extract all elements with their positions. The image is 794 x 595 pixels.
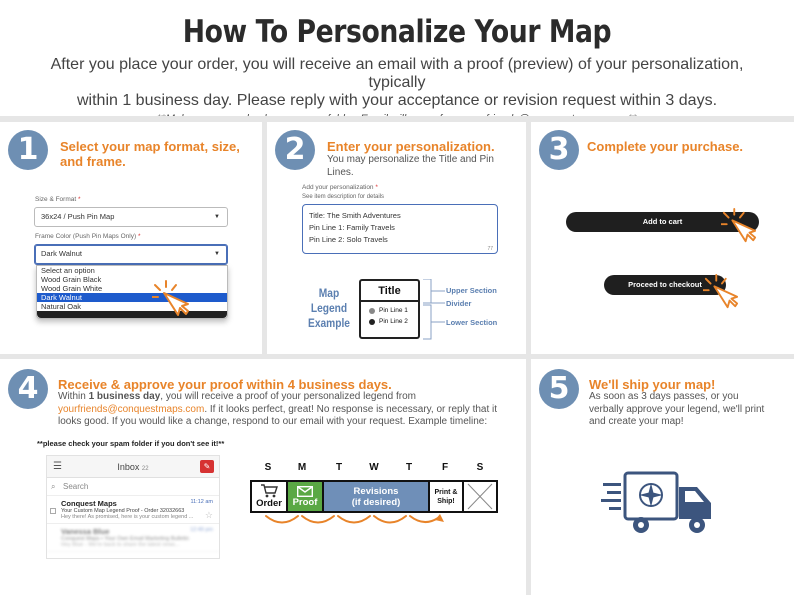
dropdown-option[interactable]: Natural Oak [41, 302, 82, 311]
dropdown-option[interactable]: Select an option [41, 266, 95, 275]
body-text: . If it looks perfect, great! No response is necessary, or reply that it [204, 403, 498, 415]
legend-bracket-lines [421, 279, 447, 341]
required-mark: * [137, 233, 141, 240]
gray-pin-icon [369, 308, 375, 314]
divider-label: Divider [446, 299, 472, 308]
calendar-revisions-label: Revisions [353, 485, 399, 497]
personalization-label-text: Add your personalization [302, 184, 374, 191]
personalization-label [302, 184, 378, 191]
page-title: How To Personalize Your Map [182, 14, 612, 50]
page-header [0, 0, 794, 118]
day-label: T [335, 462, 343, 473]
email-sender: Conquest Maps [61, 499, 117, 508]
step-4-body-line-3: looks good. If you would like a change, respond to our email with your request. Example timeline: [58, 416, 488, 427]
search-placeholder: Search [63, 482, 89, 491]
menu-icon[interactable]: ☰ [53, 461, 62, 472]
email-preview: Hey Blue - We're back to share the latest news... [61, 542, 180, 548]
star-icon[interactable]: ☆ [204, 510, 213, 520]
step-1-title-line-2: and frame. [60, 154, 126, 169]
search-icon: ⌕ [51, 482, 56, 491]
crossed-out-icon [466, 482, 494, 511]
personalization-line: Pin Line 1: Family Travels [309, 223, 395, 232]
intro-line-1: After you place your order, you will receive an email with a proof (preview) of your personalization, typically [50, 56, 744, 91]
size-format-label [35, 196, 81, 203]
step-4-body [58, 391, 523, 429]
step-5-body-line-1: As soon as 3 days passes, or you [589, 391, 739, 402]
step-4-number: 4 [8, 369, 48, 409]
step-2-subtitle: You may personalize the Title and Pin Lines. [327, 154, 494, 178]
email-time: 12:49 pm [190, 527, 213, 533]
black-pin-icon [369, 319, 375, 325]
search-bar[interactable] [47, 478, 219, 496]
step-1-title-line-1: Select your map format, size, [60, 139, 240, 154]
legend-label-line-2: Legend [310, 301, 348, 315]
step-5-body-line-2: verbally approve your legend, we'll print [589, 403, 765, 415]
step-5-body-line-3: and create your map! [589, 416, 684, 427]
legend-row [361, 318, 418, 325]
intro-text [0, 56, 794, 110]
frame-color-label-text: Frame Color (Push Pin Maps Only) [35, 233, 137, 240]
day-label: W [369, 462, 379, 473]
compose-icon[interactable]: ✎ [200, 460, 214, 473]
add-to-cart-button[interactable]: Add to cart [566, 212, 759, 232]
timeline-arc-arrows [262, 513, 448, 531]
calendar-revisions-sublabel: (if desired) [351, 496, 401, 508]
calendar-cell-proof [288, 482, 324, 511]
step-1-title [60, 139, 255, 169]
calendar-cell-empty [464, 482, 496, 511]
chevron-down-icon: ▼ [214, 214, 220, 220]
legend-divider [361, 300, 418, 302]
personalization-textarea[interactable] [302, 204, 498, 254]
calendar-cell-ship [430, 482, 464, 511]
legend-pin-line-1: Pin Line 1 [379, 307, 408, 314]
step-5-panel [531, 359, 794, 595]
email-inbox-mockup [46, 455, 220, 559]
calendar-proof-label: Proof [292, 496, 318, 508]
envelope-icon [297, 486, 313, 497]
day-label: S [476, 462, 484, 473]
step-2-panel [267, 122, 526, 354]
day-label: S [264, 462, 272, 473]
day-label: T [405, 462, 413, 473]
body-bold: 1 business day [88, 391, 161, 402]
inbox-count: 22 [141, 466, 149, 472]
map-legend-example-label [307, 286, 351, 331]
frame-color-dropdown [36, 265, 228, 319]
proceed-to-checkout-button[interactable]: Proceed to checkout [604, 275, 726, 295]
size-format-select[interactable] [34, 207, 228, 227]
calendar-cell-order [252, 482, 288, 511]
size-format-label-text: Size & Format [35, 196, 77, 203]
char-count: 77 [487, 246, 493, 252]
upper-section-label: Upper Section [446, 286, 497, 295]
dropdown-footer-bar [37, 311, 227, 318]
email-sender: Vanessa Blue [61, 527, 110, 536]
cursor-click-icon [703, 274, 739, 312]
calendar-order-label: Order [256, 498, 282, 509]
legend-example [359, 279, 420, 339]
step-3-number: 3 [539, 130, 579, 170]
timeline-calendar [250, 480, 498, 513]
dropdown-option[interactable]: Wood Grain White [41, 284, 103, 293]
personalization-line: Pin Line 2: Solo Travels [309, 235, 388, 244]
size-format-value: 36x24 / Push Pin Map [41, 212, 115, 221]
dropdown-option-selected[interactable]: Dark Walnut [37, 293, 227, 302]
calendar-cell-revisions [324, 482, 430, 511]
calendar-ship-sublabel: Ship! [437, 497, 455, 505]
legend-row [361, 307, 418, 314]
delivery-truck-icon [601, 469, 721, 537]
personalization-line: Title: The Smith Adventures [309, 211, 401, 220]
intro-line-2: within 1 business day. Please reply with your acceptance or revision request within 3 days. [76, 92, 718, 109]
cursor-click-icon [721, 208, 757, 246]
step-2-number: 2 [275, 130, 315, 170]
inbox-label: Inbox [117, 462, 140, 472]
spam-folder-note: **please check your spam folder if you don't see it!** [37, 439, 225, 448]
calendar-ship-label: Print & [434, 488, 458, 496]
step-5-title: We'll ship your map! [589, 377, 716, 392]
lower-section-label: Lower Section [446, 318, 498, 327]
step-3-title: Complete your purchase. [587, 139, 744, 154]
frame-color-label [35, 233, 140, 240]
email-row[interactable] [47, 524, 219, 552]
step-4-panel [0, 359, 526, 595]
email-link[interactable]: yourfriends@conquestmaps.com [58, 403, 205, 415]
email-subject: Your Custom Map Legend Proof - Order 32032663 [61, 508, 185, 514]
day-label: M [297, 462, 307, 473]
required-mark: * [375, 184, 378, 191]
step-4-title: Receive & approve your proof within 4 business days. [58, 377, 392, 392]
body-text: , you will receive a proof of your personalized legend from [160, 391, 416, 402]
step-2-title: Enter your personalization. [327, 139, 495, 154]
day-label: F [441, 462, 449, 473]
step-4-body-line-1 [58, 391, 523, 404]
legend-label-line-1: Map [318, 286, 340, 300]
chevron-down-icon: ▼ [214, 251, 220, 257]
email-row[interactable] [47, 496, 219, 524]
shopping-cart-icon [260, 484, 278, 498]
step-5-number: 5 [539, 369, 579, 409]
checkbox-icon[interactable] [50, 508, 56, 514]
legend-label-line-3: Example [308, 316, 350, 330]
step-1-panel [0, 122, 262, 354]
step-4-body-line-2 [58, 404, 523, 417]
legend-title: Title [378, 285, 401, 297]
step-3-panel [531, 122, 794, 354]
step-5-body [589, 391, 789, 429]
frame-color-value: Dark Walnut [41, 249, 82, 258]
legend-pin-line-2: Pin Line 2 [379, 318, 408, 325]
dropdown-option[interactable]: Wood Grain Black [41, 275, 102, 284]
inbox-toolbar [47, 456, 219, 478]
cursor-click-icon [152, 280, 190, 320]
personalization-hint: See item description for details [302, 194, 385, 200]
email-subject: Conquest Maps • Your Own Email Marketing Bulletin [61, 536, 189, 542]
frame-color-select[interactable] [34, 244, 228, 265]
email-time: 11:12 am [190, 499, 213, 505]
email-preview: Hey there! As promised, here is your custom legend ... [61, 514, 194, 520]
body-text: Within [58, 391, 89, 402]
required-mark: * [78, 196, 81, 203]
step-1-number: 1 [8, 130, 48, 170]
